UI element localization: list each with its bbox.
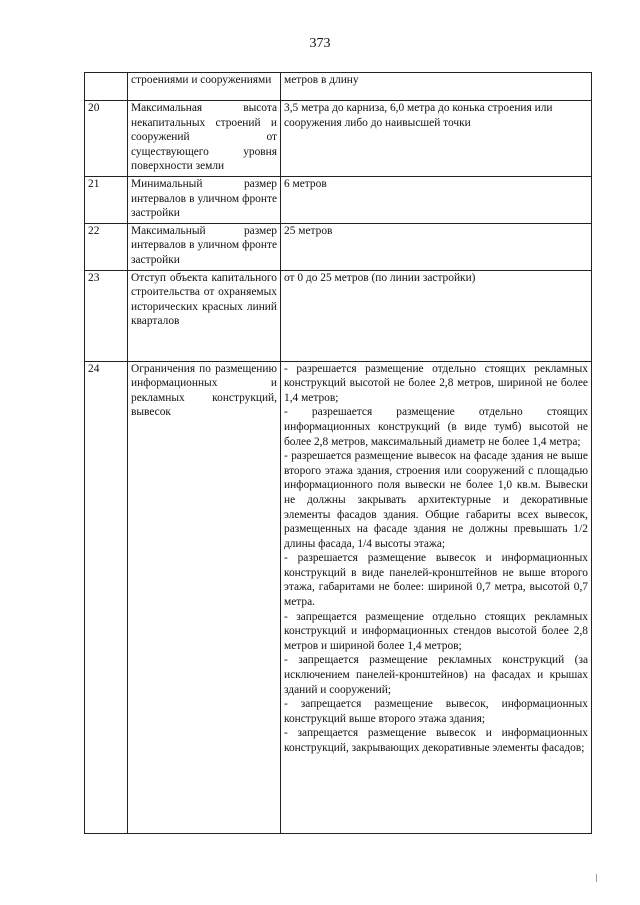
- row-number: 21: [85, 177, 128, 224]
- parameter-value: 25 метров: [281, 223, 592, 270]
- table-row: [85, 177, 592, 224]
- parameter-name: строениями и сооружениями: [128, 73, 281, 101]
- table-row: [85, 73, 592, 101]
- restriction-item: - запрещается размещение рекламных конструкций (за исключением панелей-кронштейнов) на фасадах и крышах зданий и сооружений;: [284, 654, 588, 696]
- table-row: [85, 223, 592, 270]
- table-row: [85, 270, 592, 361]
- restriction-item: - разрешается размещение вывесок и информационных конструкций в виде панелей-кронштейнов не выше второго этажа, габаритами не более: шириной 0,7 метра, высотой 0,7 метра.: [284, 552, 588, 609]
- parameter-name: Отступ объекта капитального строительства от охраняемых исторических красных линий кварталов: [128, 270, 281, 361]
- parameter-name: Максимальная высота некапитальных строений и сооружений от существующего уровня поверхности земли: [128, 101, 281, 177]
- scan-mark: [596, 874, 597, 882]
- row-number: [85, 73, 128, 101]
- parameter-value: от 0 до 25 метров (по линии застройки): [281, 270, 592, 361]
- row-number: 22: [85, 223, 128, 270]
- row-number: 24: [85, 361, 128, 833]
- restriction-item: - разрешается размещение отдельно стоящих информационных конструкций (в виде тумб) высотой не более 2,8 метров, максимальный диаметр не более 1,4 метра;: [284, 406, 588, 448]
- parameter-name: Максимальный размер интервалов в уличном фронте застройки: [128, 223, 281, 270]
- parameter-value: [281, 361, 592, 833]
- parameter-value: 6 метров: [281, 177, 592, 224]
- regulations-table: [84, 72, 592, 834]
- parameter-name: Минимальный размер интервалов в уличном фронте застройки: [128, 177, 281, 224]
- parameter-value: метров в длину: [281, 73, 592, 101]
- table-row: [85, 361, 592, 833]
- restriction-item: - запрещается размещение вывесок и информационных конструкций, закрывающих декоративные элементы фасадов;: [284, 727, 588, 754]
- parameter-value: 3,5 метра до карниза, 6,0 метра до конька строения или сооружения либо до наивысшей точки: [281, 101, 592, 177]
- table-row: [85, 101, 592, 177]
- parameter-name: Ограничения по размещению информационных и рекламных конструкций, вывесок: [128, 361, 281, 833]
- restriction-item: - разрешается размещение отдельно стоящих рекламных конструкций высотой не более 2,8 метров, шириной не более 1,4 метров;: [284, 362, 588, 404]
- row-number: 23: [85, 270, 128, 361]
- restriction-item: - разрешается размещение вывесок на фасаде здания не выше второго этажа здания, строения или сооружений с площадью информационного поля вывески не более 1,0 кв.м. Вывески не должны закрывать архитектурные и декоративные элементы фасадов здания. Общие габариты всех вывесок, размещенных на фасаде здания не должны превышать 1/2 длины фасада, 1/4 высоты этажа;: [284, 450, 588, 550]
- row-number: 20: [85, 101, 128, 177]
- restriction-item: - запрещается размещение отдельно стоящих рекламных конструкций и информационных стендов высотой более 2,8 метров и шириной более 1,4 метров;: [284, 610, 588, 652]
- page-number: 373: [309, 36, 331, 51]
- restriction-item: - запрещается размещение вывесок, информационных конструкций выше второго этажа здания;: [284, 698, 588, 725]
